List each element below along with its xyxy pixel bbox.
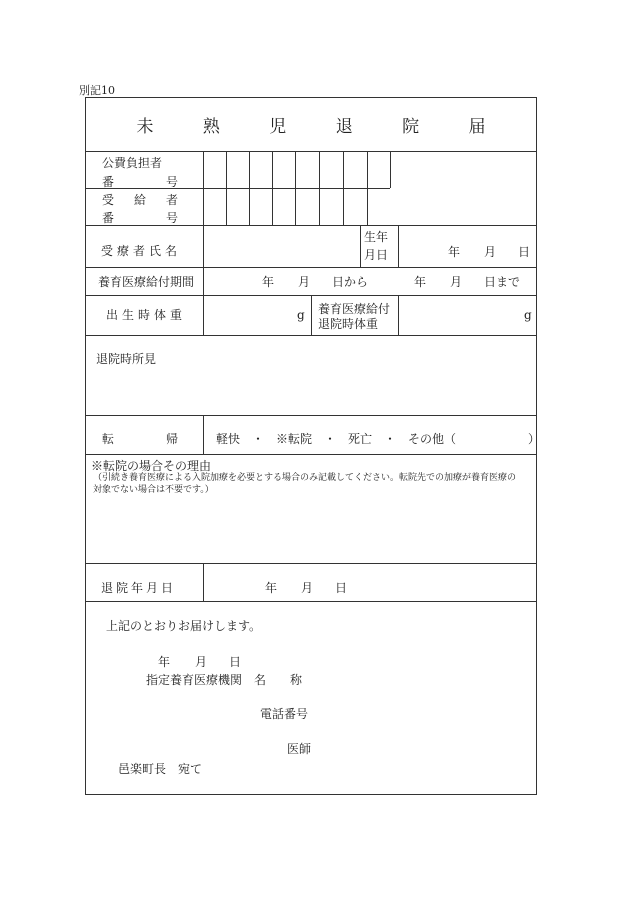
outcome-options: 軽快 ・ ※転院 ・ 死亡 ・ その他（ ）: [216, 432, 541, 446]
row-divider: [85, 415, 537, 416]
discharge-weight-label: 退院時体重: [318, 317, 379, 331]
findings-label: 退院時所見: [96, 352, 157, 366]
footer-month-unit: 月: [195, 655, 208, 669]
digit-box-divider: [367, 151, 368, 225]
public-payer-number-label: 番 号: [102, 175, 178, 189]
transfer-reason-label: ※転院の場合その理由: [91, 459, 212, 473]
row-divider: [85, 188, 390, 189]
row-divider: [85, 267, 537, 268]
column-divider: [311, 295, 312, 335]
footer-day-unit: 日: [229, 655, 242, 669]
discharge-weight-unit: g: [524, 308, 532, 322]
period-from-month: 月: [298, 275, 311, 289]
discharge-date-label: 退院年月日: [101, 581, 177, 595]
digit-box-divider: [272, 151, 273, 225]
digit-box-divider: [343, 151, 344, 225]
outcome-label: 転 帰: [102, 432, 178, 446]
birth-weight-unit: g: [297, 308, 305, 322]
discharge-year-unit: 年: [265, 581, 278, 595]
digit-box-divider: [319, 151, 320, 225]
column-divider: [203, 563, 204, 601]
discharge-month-unit: 月: [301, 581, 314, 595]
column-divider: [398, 225, 399, 267]
discharge-day-unit: 日: [335, 581, 348, 595]
row-divider: [85, 601, 537, 602]
period-to-month: 月: [450, 275, 463, 289]
transfer-reason-note: （引続き養育医療による入院加療を必要とする場合のみ記載してください。転院先での加療が養育医療の対象でない場合は不要です。）: [93, 473, 517, 496]
recipient-number-label: 番 号: [102, 211, 178, 225]
period-to-year: 年: [414, 275, 427, 289]
discharge-weight-label: 養育医療給付: [318, 302, 391, 316]
period-label: 養育医療給付期間: [98, 275, 195, 289]
period-to-day: 日まで: [484, 275, 521, 289]
period-from-year: 年: [262, 275, 275, 289]
doctor-label: 医師: [287, 742, 312, 756]
patient-name-label: 受療者氏名: [101, 244, 182, 258]
recipient-label: 受 給 者: [102, 193, 178, 207]
birth-weight-label: 出生時体重: [106, 308, 187, 322]
birth-day-unit: 日: [518, 245, 531, 259]
column-divider: [398, 295, 399, 335]
birth-label: 生年: [364, 230, 389, 244]
row-divider: [85, 454, 537, 455]
column-divider: [203, 151, 204, 336]
digit-box-divider: [249, 151, 250, 225]
digit-box-divider: [226, 151, 227, 225]
digit-box-divider: [295, 151, 296, 225]
institution-label: 指定養育医療機関 名 称: [146, 673, 303, 687]
addressee-text: 邑楽町長 宛て: [118, 762, 203, 776]
row-divider: [85, 151, 537, 152]
row-divider: [85, 563, 537, 564]
period-from-day: 日から: [332, 275, 369, 289]
birth-label: 月日: [364, 248, 389, 262]
footer-year-unit: 年: [158, 655, 171, 669]
column-divider: [360, 225, 361, 267]
birth-year-unit: 年: [448, 245, 461, 259]
row-divider: [85, 335, 537, 336]
phone-label: 電話番号: [260, 707, 309, 721]
public-payer-label: 公費負担者: [102, 156, 163, 170]
column-divider: [203, 415, 204, 454]
form-title: 未 熟 児 退 院 届: [136, 117, 508, 137]
row-divider: [85, 225, 537, 226]
form-id: 別記10: [79, 84, 115, 97]
digit-box-divider: [390, 151, 391, 188]
birth-month-unit: 月: [484, 245, 497, 259]
statement-text: 上記のとおりお届けします。: [106, 619, 262, 633]
